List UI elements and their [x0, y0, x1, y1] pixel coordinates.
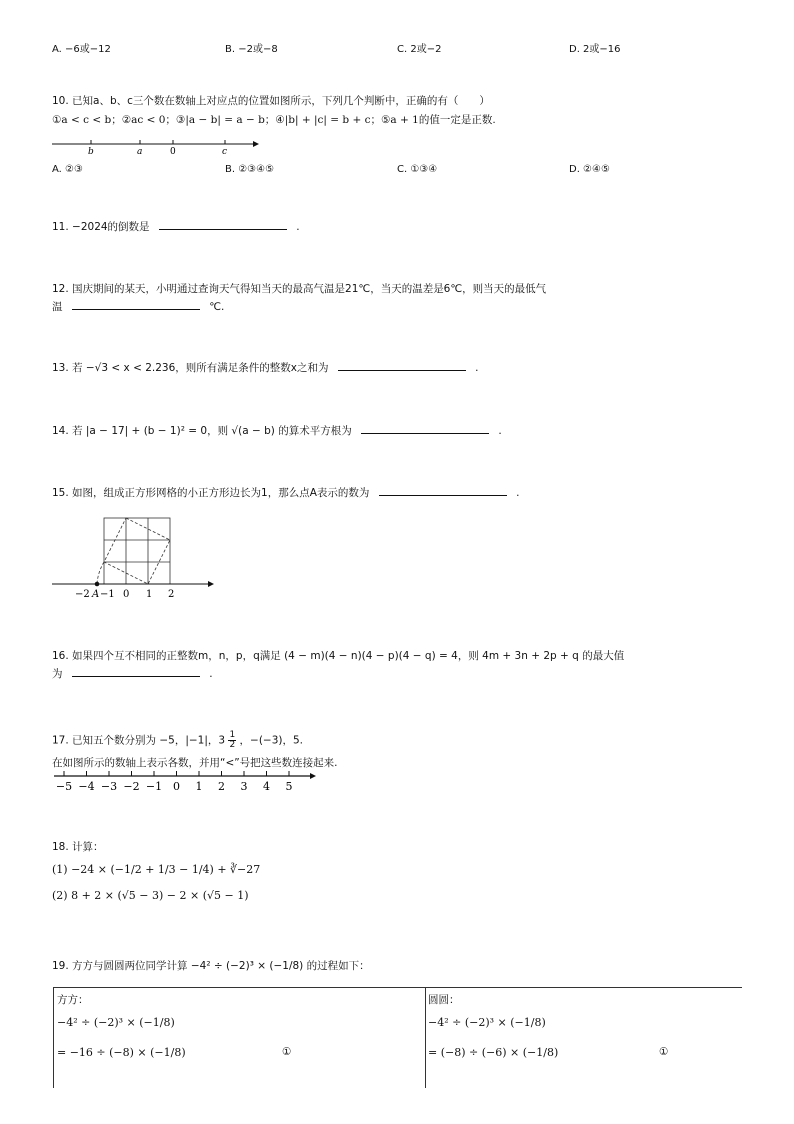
- q17-axis-label: −3: [100, 780, 118, 793]
- q19-right-step-mark: ①: [659, 1046, 669, 1058]
- q17-axis-label: 5: [285, 780, 293, 793]
- q17-axis-label: 4: [263, 780, 270, 793]
- q17-axis-label: −4: [78, 780, 95, 793]
- q15-axis-label-0: 0: [123, 589, 130, 600]
- q16-answer-blank[interactable]: [72, 667, 200, 677]
- q15-axis-label-2: 2: [168, 589, 175, 600]
- q17-axis-label: −2: [123, 780, 140, 793]
- q17-axis-label: 3: [240, 780, 248, 793]
- q19-left-name: 方方：: [57, 994, 89, 1006]
- q9-option-d: D. 2或−16: [569, 44, 621, 55]
- q16-end: .: [209, 668, 213, 680]
- q10-axis-label-b: b: [88, 147, 94, 157]
- q17-axis-label: −5: [55, 780, 73, 793]
- q17-axis-label: 2: [218, 780, 225, 793]
- q10-axis-label-0: 0: [170, 147, 176, 157]
- q17-frac-num: 1: [229, 730, 236, 740]
- q10-option-a: A. ②③: [52, 164, 83, 175]
- q19-stem: 19. 方方与圆圆两位同学计算 −4² ÷ (−2)³ × (−1/8) 的过程如下：: [52, 960, 370, 972]
- q11-end: .: [296, 221, 300, 233]
- q12-line1: 12. 国庆期间的某天，小明通过查询天气得知当天的最高气温是21℃，当天的温差是6℃，则当天的最低气: [52, 283, 547, 295]
- q17-line1: [52, 731, 303, 750]
- q15-axis-label-1: 1: [146, 589, 153, 600]
- q15-grid-figure: [50, 512, 220, 604]
- q14-answer-blank[interactable]: [361, 424, 489, 434]
- q14-end: .: [498, 425, 502, 437]
- q9-option-a: A. −6或−12: [52, 44, 111, 55]
- q19-right-cell: [426, 988, 742, 1088]
- q11-answer-blank[interactable]: [159, 220, 287, 230]
- q10-option-b: B. ②③④⑤: [225, 164, 275, 175]
- q16-line1: 16. 如果四个互不相同的正整数m，n，p，q满足 (4 − m)(4 − n)(4 − p)(4 − q) = 4，则 4m + 3n + 2p + q 的最大值: [52, 650, 625, 662]
- q13-text: 13. 若 −√3 < x < 2.236，则所有满足条件的整数x之和为: [52, 362, 329, 374]
- q19-left-cell: [53, 988, 426, 1088]
- q11-text: 11. −2024的倒数是: [52, 221, 150, 233]
- q19-left-step-mark: ①: [282, 1046, 292, 1058]
- q10-axis-label-c: c: [222, 147, 228, 157]
- q19-left-line2: = −16 ÷ (−8) × (−1/8): [57, 1046, 186, 1059]
- q15-axis-label-neg2: −2: [75, 589, 90, 600]
- q10-option-c: C. ①③④: [397, 164, 438, 175]
- q13-answer-blank[interactable]: [338, 361, 466, 371]
- q16-line2: [52, 666, 213, 681]
- q19-table: [53, 987, 742, 1087]
- q10-option-d: D. ②④⑤: [569, 164, 610, 175]
- q19-left-line1: −4² ÷ (−2)³ × (−1/8): [57, 1016, 175, 1029]
- q15-axis-label-neg1: −1: [100, 589, 115, 600]
- q17-line1-tail: ，−(−3)，5.: [239, 734, 304, 747]
- q9-option-c: C. 2或−2: [397, 44, 442, 55]
- q12-answer-blank[interactable]: [72, 300, 200, 310]
- q18-part1: (1) −24 × (−1/2 + 1/3 − 1/4) + ∛−27: [52, 863, 261, 876]
- q12-unit: ℃.: [209, 301, 225, 313]
- q15-end: .: [516, 487, 520, 499]
- q17-axis-label: 0: [173, 780, 180, 793]
- q17-number-line: [52, 768, 322, 794]
- q15-text: 15. 如图，组成正方形网格的小正方形边长为1，那么点A表示的数为: [52, 487, 370, 499]
- q19-right-line2: = (−8) ÷ (−6) × (−1/8): [428, 1046, 559, 1059]
- q15: [52, 485, 519, 500]
- q19-right-name: 圆圆：: [428, 994, 460, 1006]
- q19-right-line1: −4² ÷ (−2)³ × (−1/8): [428, 1016, 546, 1029]
- q10-number-line: [50, 136, 260, 158]
- q13-end: .: [475, 362, 479, 374]
- q12-line2-prefix: 温: [52, 301, 63, 313]
- q13: [52, 360, 479, 375]
- q15-axis-label-A: A: [92, 589, 100, 600]
- q15-answer-blank[interactable]: [379, 486, 507, 496]
- q17-axis-label: 1: [195, 780, 203, 793]
- q10-axis-label-a: a: [137, 147, 143, 157]
- q17-line2: 在如图所示的数轴上表示各数，并用“<”号把这些数连接起来.: [52, 757, 338, 769]
- q14-text: 14. 若 |a − 17| + (b − 1)² = 0，则 √(a − b) 的算术平方根为: [52, 425, 352, 437]
- q17-axis-label: −1: [145, 780, 163, 793]
- q12-line2: [52, 299, 224, 314]
- q16-line2-prefix: 为: [52, 668, 63, 680]
- q11: [52, 219, 300, 234]
- q10-stem: 10. 已知a、b、c三个数在数轴上对应点的位置如图所示，下列几个判断中，正确的有（ ）: [52, 95, 490, 107]
- q18-title: 18. 计算：: [52, 841, 104, 853]
- q18-part2: (2) 8 + 2 × (√5 − 3) − 2 × (√5 − 1): [52, 889, 249, 902]
- q17-frac-den: 2: [229, 740, 236, 750]
- q9-option-b: B. −2或−8: [225, 44, 278, 55]
- q10-judgments: ①a < c < b；②ac < 0；③|a − b| = a − b；④|b| + |c| = b + c；⑤a + 1的值一定是正数.: [52, 114, 496, 126]
- q14: [52, 423, 502, 438]
- q17-fraction: [228, 731, 236, 750]
- q17-line1-text: 17. 已知五个数分别为 −5，|−1|，3: [52, 734, 226, 747]
